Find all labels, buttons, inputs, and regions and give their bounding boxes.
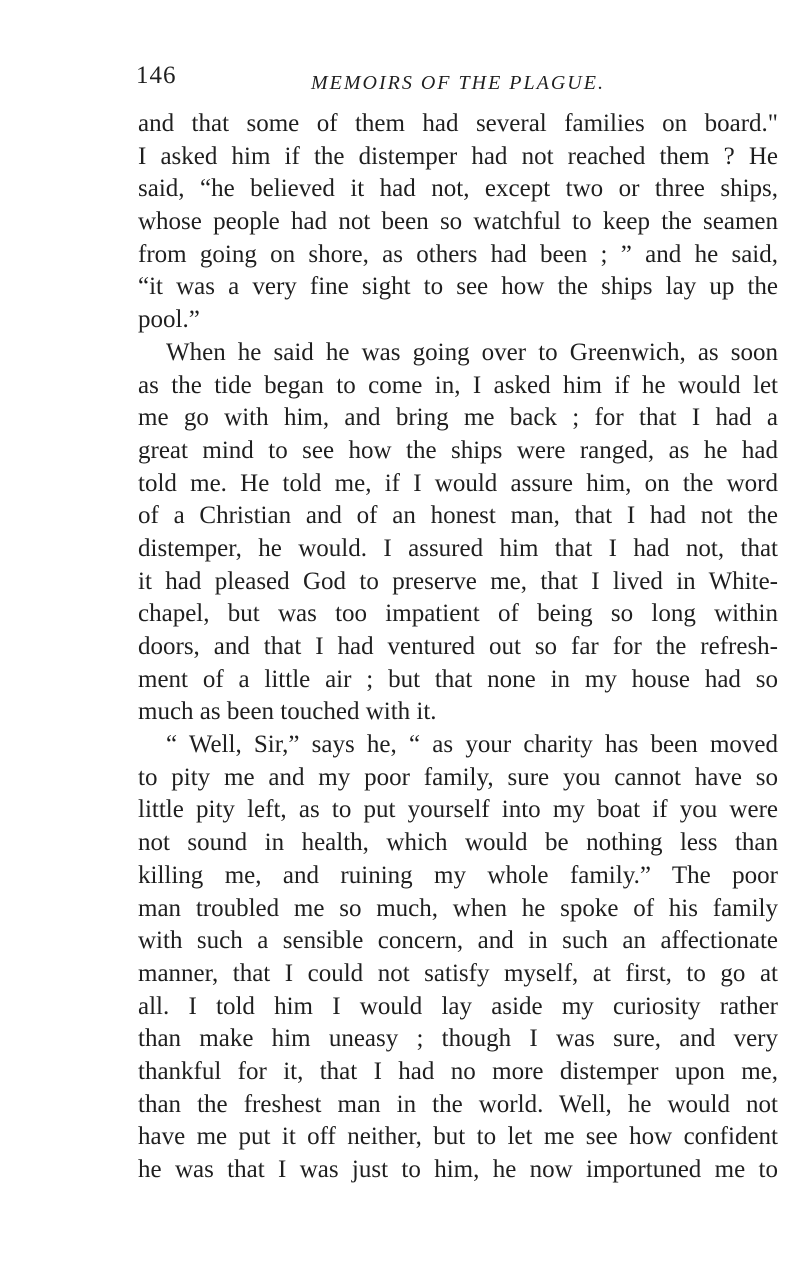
text-line: me go with him, and bring me back ; for that I had a (138, 404, 778, 432)
body-text (138, 108, 778, 1187)
text-line: from going on shore, as others had been ; ” and he said, (138, 240, 778, 268)
text-line: manner, that I could not satisfy myself, at first, to go at (138, 959, 778, 987)
text-line: said, “he believed it had not, except two or three ships, (138, 175, 778, 203)
text-line: as the tide began to come in, I asked him if he would let (138, 371, 778, 399)
text-line: little pity left, as to put yourself into my boat if you were (138, 796, 778, 824)
text-line: not sound in health, which would be nothing less than (138, 829, 778, 857)
running-title: MEMOIRS OF THE PLAGUE. (311, 72, 605, 94)
text-line: whose people had not been so watchful to keep the seamen (138, 208, 778, 236)
text-line: doors, and that I had ventured out so far for the refresh- (138, 633, 778, 660)
text-line: of a Christian and of an honest man, that I had not the (138, 502, 778, 530)
text-line: told me. He told me, if I would assure him, on the word (138, 469, 778, 497)
text-line: When he said he was going over to Greenwich, as soon (166, 338, 778, 366)
page-number: 146 (136, 62, 177, 89)
text-line: ment of a little air ; but that none in my house had so (138, 665, 778, 693)
text-line: he was that I was just to him, he now importuned me to (138, 1156, 778, 1183)
text-line: chapel, but was too impatient of being so long within (138, 600, 778, 628)
text-line: to pity me and my poor family, sure you cannot have so (138, 763, 778, 791)
text-line: than the freshest man in the world. Well, he would not (138, 1090, 778, 1118)
page-header (136, 62, 776, 102)
text-line: “it was a very fine sight to see how the ships lay up the (138, 273, 778, 301)
text-line: than make him uneasy ; though I was sure, and very (138, 1025, 778, 1053)
text-line: I asked him if the distemper had not reached them ? He (138, 142, 778, 170)
text-line: “ Well, Sir,” says he, “ as your charity has been moved (166, 731, 778, 759)
text-line: distemper, he would. I assured him that I had not, that (138, 534, 778, 562)
text-line: killing me, and ruining my whole family.” The poor (138, 861, 778, 889)
text-line: thankful for it, that I had no more distemper upon me, (138, 1057, 778, 1085)
text-line: it had pleased God to preserve me, that I lived in White- (138, 567, 778, 595)
text-line: have me put it off neither, but to let me see how confident (138, 1123, 778, 1151)
text-line: and that some of them had several families on board." (138, 110, 778, 137)
text-line: great mind to see how the ships were ranged, as he had (138, 436, 778, 464)
text-line: all. I told him I would lay aside my curiosity rather (138, 992, 778, 1020)
text-line: with such a sensible concern, and in such an affectionate (138, 927, 778, 955)
text-line: man troubled me so much, when he spoke of his family (138, 894, 778, 922)
text-line: much as been touched with it. (138, 698, 437, 726)
text-line: pool.” (138, 306, 200, 334)
